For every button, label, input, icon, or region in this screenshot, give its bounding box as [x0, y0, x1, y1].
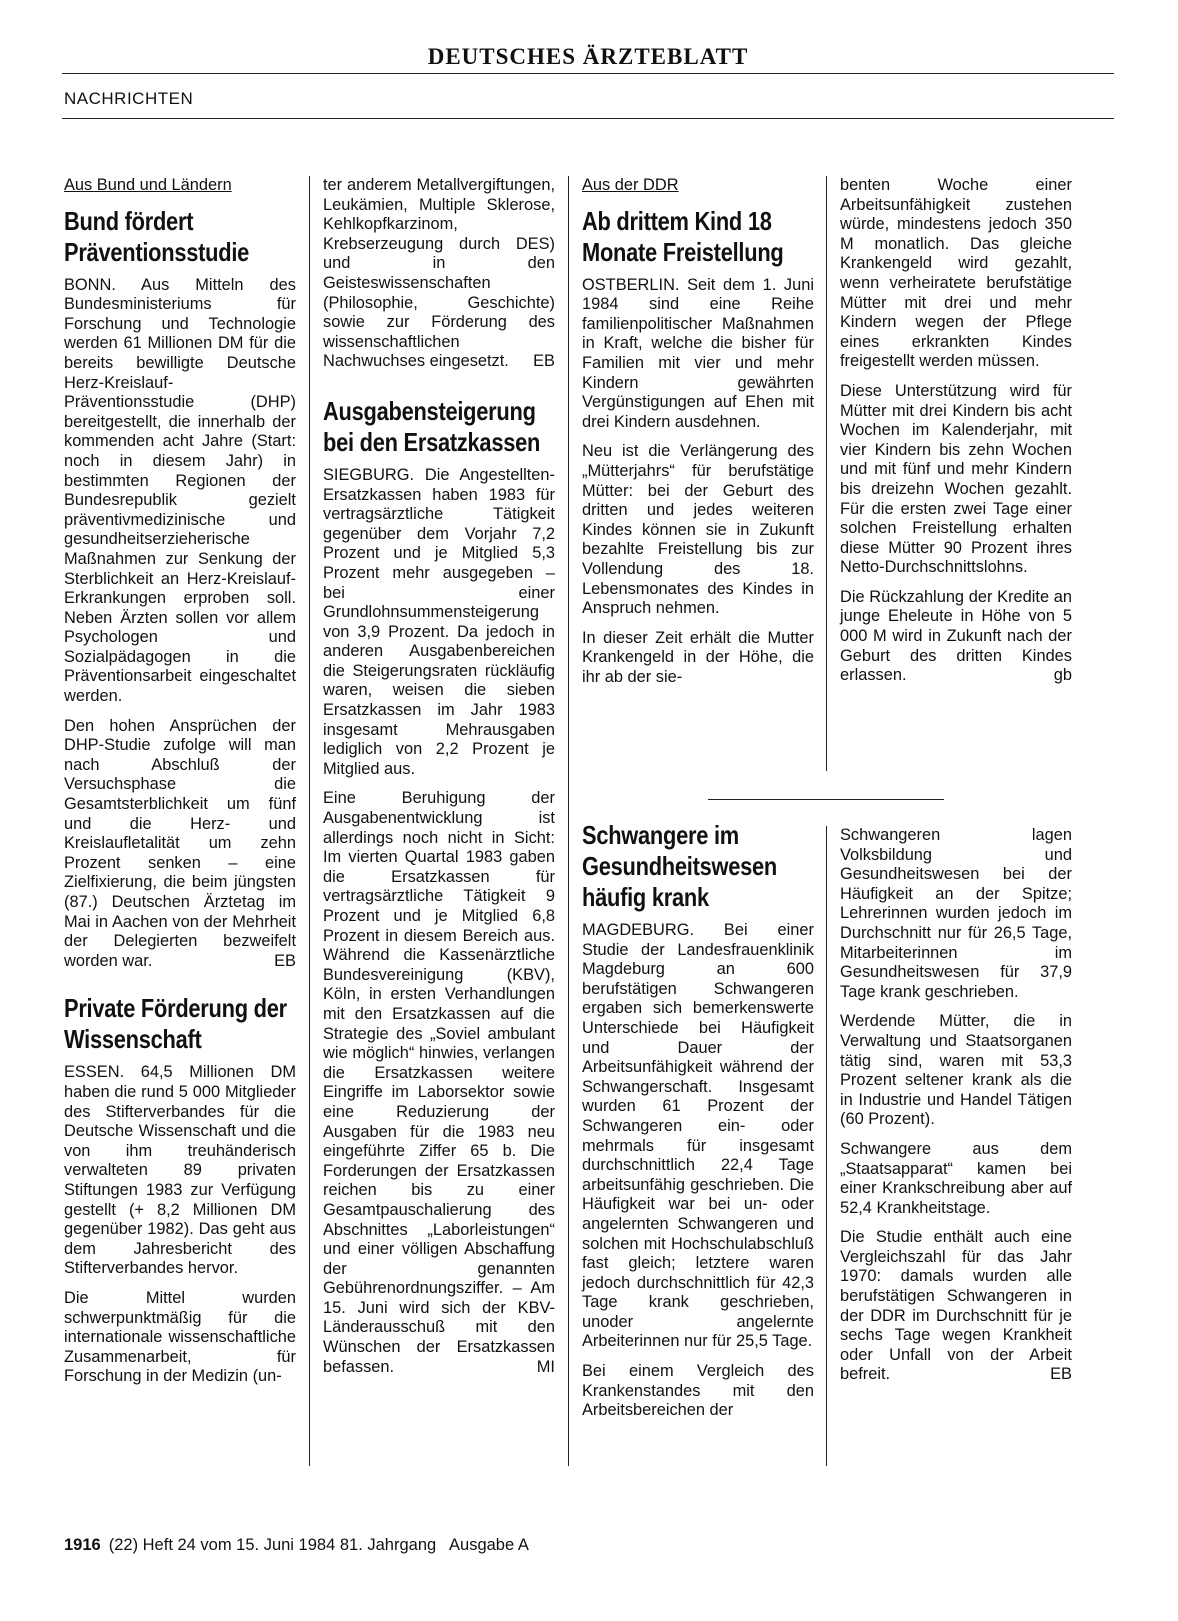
paragraph-text: Die Studie enthält auch eine Vergleichszahl für das Jahr 1970: damals wurden alle berufstätigen Schwangeren in der DDR im Durchschnitt für je sechs Tage wegen Krankheit oder Unfall von der Arbeit befreit. — [840, 1228, 1072, 1384]
masthead-rule — [62, 73, 1114, 74]
page-number: 1916 — [64, 1536, 101, 1554]
paragraph: Neu ist die Verlängerung des „Mütterjahrs“ für berufstätige Mütter: bei der Geburt des dritten und jedes weiteren Kindes können sie in Zukunft bezahlte Freistellung bis zur Vollendung des 18. Lebensmonates des Kindes in Anspruch nehmen. — [582, 442, 814, 618]
author-signature: EB — [1050, 1365, 1072, 1384]
column-3-top — [582, 176, 814, 687]
article-separator — [708, 799, 944, 800]
section-rule — [62, 118, 1114, 119]
paragraph — [323, 789, 555, 1377]
column-divider — [826, 176, 827, 771]
kicker-ddr: Aus der DDR — [582, 176, 679, 194]
headline-ausgabensteigerung: Ausgabensteigerung bei den Ersatzkassen — [323, 395, 541, 457]
kicker-bund-laender: Aus Bund und Ländern — [64, 176, 232, 194]
section-label: NACHRICHTEN — [64, 89, 194, 108]
paragraph: Die Mittel wurden schwerpunktmäßig für die internationale wissenschaftliche Zusammenarbeit, für Forschung in der Medizin (un- — [64, 1288, 296, 1386]
column-divider — [568, 176, 569, 1466]
column-1 — [64, 176, 296, 1387]
headline-praeventionsstudie: Bund fördert Präventionsstudie — [64, 205, 250, 267]
column-4-top — [840, 176, 1072, 686]
paragraph-text: Eine Beruhigung der Ausgabenentwicklung ist allerdings noch nicht in Sicht: Im vierten Quartal 1983 gaben die Ersatzkassen für vertragsärztliche Tätigkeit 9 Prozent und je Mitglied 6,8 Prozent in diesem Bereich aus. Während die Kassenärztliche Bundesvereinigung (KBV), Köln, in ersten Verhandlungen mit den Ersatzkassen auf die Strategie des „Soviel ambulant wie möglich“ hinwies, verlangen die Ersatzkassen weitere Eingriffe im Laborsektor sowie eine Reduzierung der Ausgaben für die 1983 neu eingeführte Ziffer 65 b. Die Forderungen der Ersatzkassen reichen bis zu einer Gesamtpauschalierung des Abschnittes „Laborleistungen“ und einer völligen Abschaffung der genannten Gebührenordnungsziffer. – Am 15. Juni wird sich der KBV-Länderausschuß mit den Wünschen der Ersatzkassen befassen. — [323, 789, 555, 1376]
author-signature: gb — [1053, 666, 1072, 685]
page-footer — [64, 1536, 529, 1555]
author-signature: EB — [274, 951, 296, 970]
issue-info: (22) Heft 24 vom 15. Juni 1984 81. Jahrgang Ausgabe A — [108, 1536, 529, 1554]
paragraph: Werdende Mütter, die in Verwaltung und Staatsorganen tätig sind, waren mit 53,3 Prozent seltener krank als die in Industrie und Handel Tätigen (60 Prozent). — [840, 1012, 1072, 1129]
paragraph: In dieser Zeit erhält die Mutter Krankengeld in der Höhe, die ihr ab der sie- — [582, 628, 814, 686]
headline-schwangere: Schwangere im Gesundheitswesen häufig krank — [582, 820, 778, 912]
paragraph — [64, 717, 296, 972]
paragraph: MAGDEBURG. Bei einer Studie der Landesfrauenklinik Magdeburg an 600 berufstätigen Schwangeren ergaben sich bemerkenswerte Unterschiede bei Häufigkeit und Dauer der Arbeitsunfähigkeit während der Schwangerschaft. Insgesamt wurden 61 Prozent der Schwangeren ein- oder mehrmals für insgesamt durchschnittlich 22,4 Tage arbeitsunfähig geschrieben. Die Häufigkeit war bei un- oder angelernten Schwangeren und solchen mit Hochschulabschluß fast gleich; letztere waren jedoch durchschnittlich für 42,3 Tage krank geschrieben, unoder angelernte Arbeiterinnen nur für 25,5 Tage. — [582, 921, 814, 1351]
paragraph-text: Die Rückzahlung der Kredite an junge Eheleute in Höhe von 5 000 M wird in Zukunft nach der Geburt des dritten Kindes erlassen. — [840, 587, 1072, 685]
author-signature: MI — [536, 1357, 555, 1376]
author-signature: EB — [533, 352, 555, 371]
column-divider — [826, 826, 827, 1466]
paragraph: SIEGBURG. Die Angestellten-Ersatzkassen haben 1983 für vertragsärztliche Tätigkeit gegenüber dem Vorjahr 7,2 Prozent und je Mitglied 5,3 Prozent mehr ausgegeben – bei einer Grundlohnsummensteigerung von 3,9 Prozent. Da jedoch in anderen Ausgabenbereichen die Steigerungsraten rückläufig waren, weisen die sieben Ersatzkassen im Jahr 1983 insgesamt Mehrausgaben lediglich von 2,2 Prozent je Mitglied aus. — [323, 465, 555, 778]
column-4-bottom — [840, 826, 1072, 1385]
paragraph: ESSEN. 64,5 Millionen DM haben die rund 5 000 Mitglieder des Stifterverbandes für die Deutsche Wissenschaft und die von ihm treuhänderisch verwalteten 89 privaten Stiftungen 1983 zur Verfügung gestellt (+ 8,2 Millionen DM gegenüber 1982). Das geht aus dem Jahresbericht des Stifterverbandes hervor. — [64, 1063, 296, 1278]
column-3-bottom — [582, 820, 814, 1421]
paragraph: BONN. Aus Mitteln des Bundesministeriums für Forschung und Technologie werden 61 Millionen DM für die bereits bewilligte Deutsche Herz-Kreislauf-Präventionsstudie (DHP) bereitgestellt, die innerhalb der kommenden acht Jahre (Start: noch in diesem Jahr) in bestimmten Regionen der Bundesrepublik gezielt präventivmedizinische und gesundheitserzieherische Maßnahmen zur Senkung der Sterblichkeit an Herz-Kreislauf-Erkrankungen erproben soll. Neben Ärzten sollen vor allem Psychologen und Sozialpädagogen in die Präventionsarbeit eingeschaltet werden. — [64, 275, 296, 706]
paragraph: Schwangeren lagen Volksbildung und Gesundheitswesen bei der Häufigkeit an der Spitze; Lehrerinnen wurden jedoch im Durchschnitt nur für 26,5 Tage, Mitarbeiterinnen im Gesundheitswesen für 37,9 Tage krank geschrieben. — [840, 826, 1072, 1001]
paragraph: Schwangere aus dem „Staatsapparat“ kamen bei einer Krankschreibung aber auf 52,4 Krankheitstage. — [840, 1139, 1072, 1217]
column-2 — [323, 176, 555, 1377]
column-divider — [309, 176, 310, 1466]
paragraph — [840, 1228, 1072, 1385]
paragraph — [323, 176, 555, 372]
headline-private-foerderung: Private Förderung der Wissenschaft — [64, 993, 287, 1055]
masthead: DEUTSCHES ÄRZTEBLATT — [427, 44, 749, 69]
paragraph: OSTBERLIN. Seit dem 1. Juni 1984 sind eine Reihe familienpolitischer Maßnahmen in Kraft, welche die bisher für Familien mit vier und mehr Kindern gewährten Vergünstigungen auf Ehen mit drei Kindern ausdehnen. — [582, 275, 814, 431]
headline-drittes-kind: Ab drittem Kind 18 Monate Freistellung — [582, 205, 784, 267]
paragraph — [840, 588, 1072, 686]
paragraph-text: ter anderem Metallvergiftungen, Leukämien, Multiple Sklerose, Kehlkopfkarzinom, Krebserzeugung durch DES) und in den Geisteswissenschaften (Philosophie, Geschichte) sowie zur Förderung des wissenschaftlichen Nachwuchses eingesetzt. — [323, 176, 555, 371]
paragraph: benten Woche einer Arbeitsunfähigkeit zustehen würde, mindestens jedoch 350 M monatlich. Das gleiche Krankengeld wird gezahlt, wenn verheiratete berufstätige Mütter mit drei und mehr Kindern wegen der Pflege eines erkrankten Kindes freigestellt werden müssen. — [840, 176, 1072, 371]
paragraph: Diese Unterstützung wird für Mütter mit drei Kindern bis acht Wochen im Kalenderjahr, mit vier Kindern bis zehn Wochen und mit fünf und mehr Kindern bis dreizehn Wochen gezahlt. Für die ersten zwei Tage einer solchen Freistellung erhalten diese Mütter 90 Prozent ihres Netto-Durchschnittslohns. — [840, 381, 1072, 577]
paragraph: Bei einem Vergleich des Krankenstandes mit den Arbeitsbereichen der — [582, 1362, 814, 1420]
paragraph-text: Den hohen Ansprüchen der DHP-Studie zufolge will man nach Abschluß der Versuchsphase die Gesamtsterblichkeit um fünf und die Herz- und Kreislaufletalität um zehn Prozent senken – eine Zielfixierung, die beim jüngsten (87.) Deutschen Ärztetag im Mai in Aachen von der Mehrheit der Delegierten bezweifelt worden war. — [64, 716, 296, 970]
